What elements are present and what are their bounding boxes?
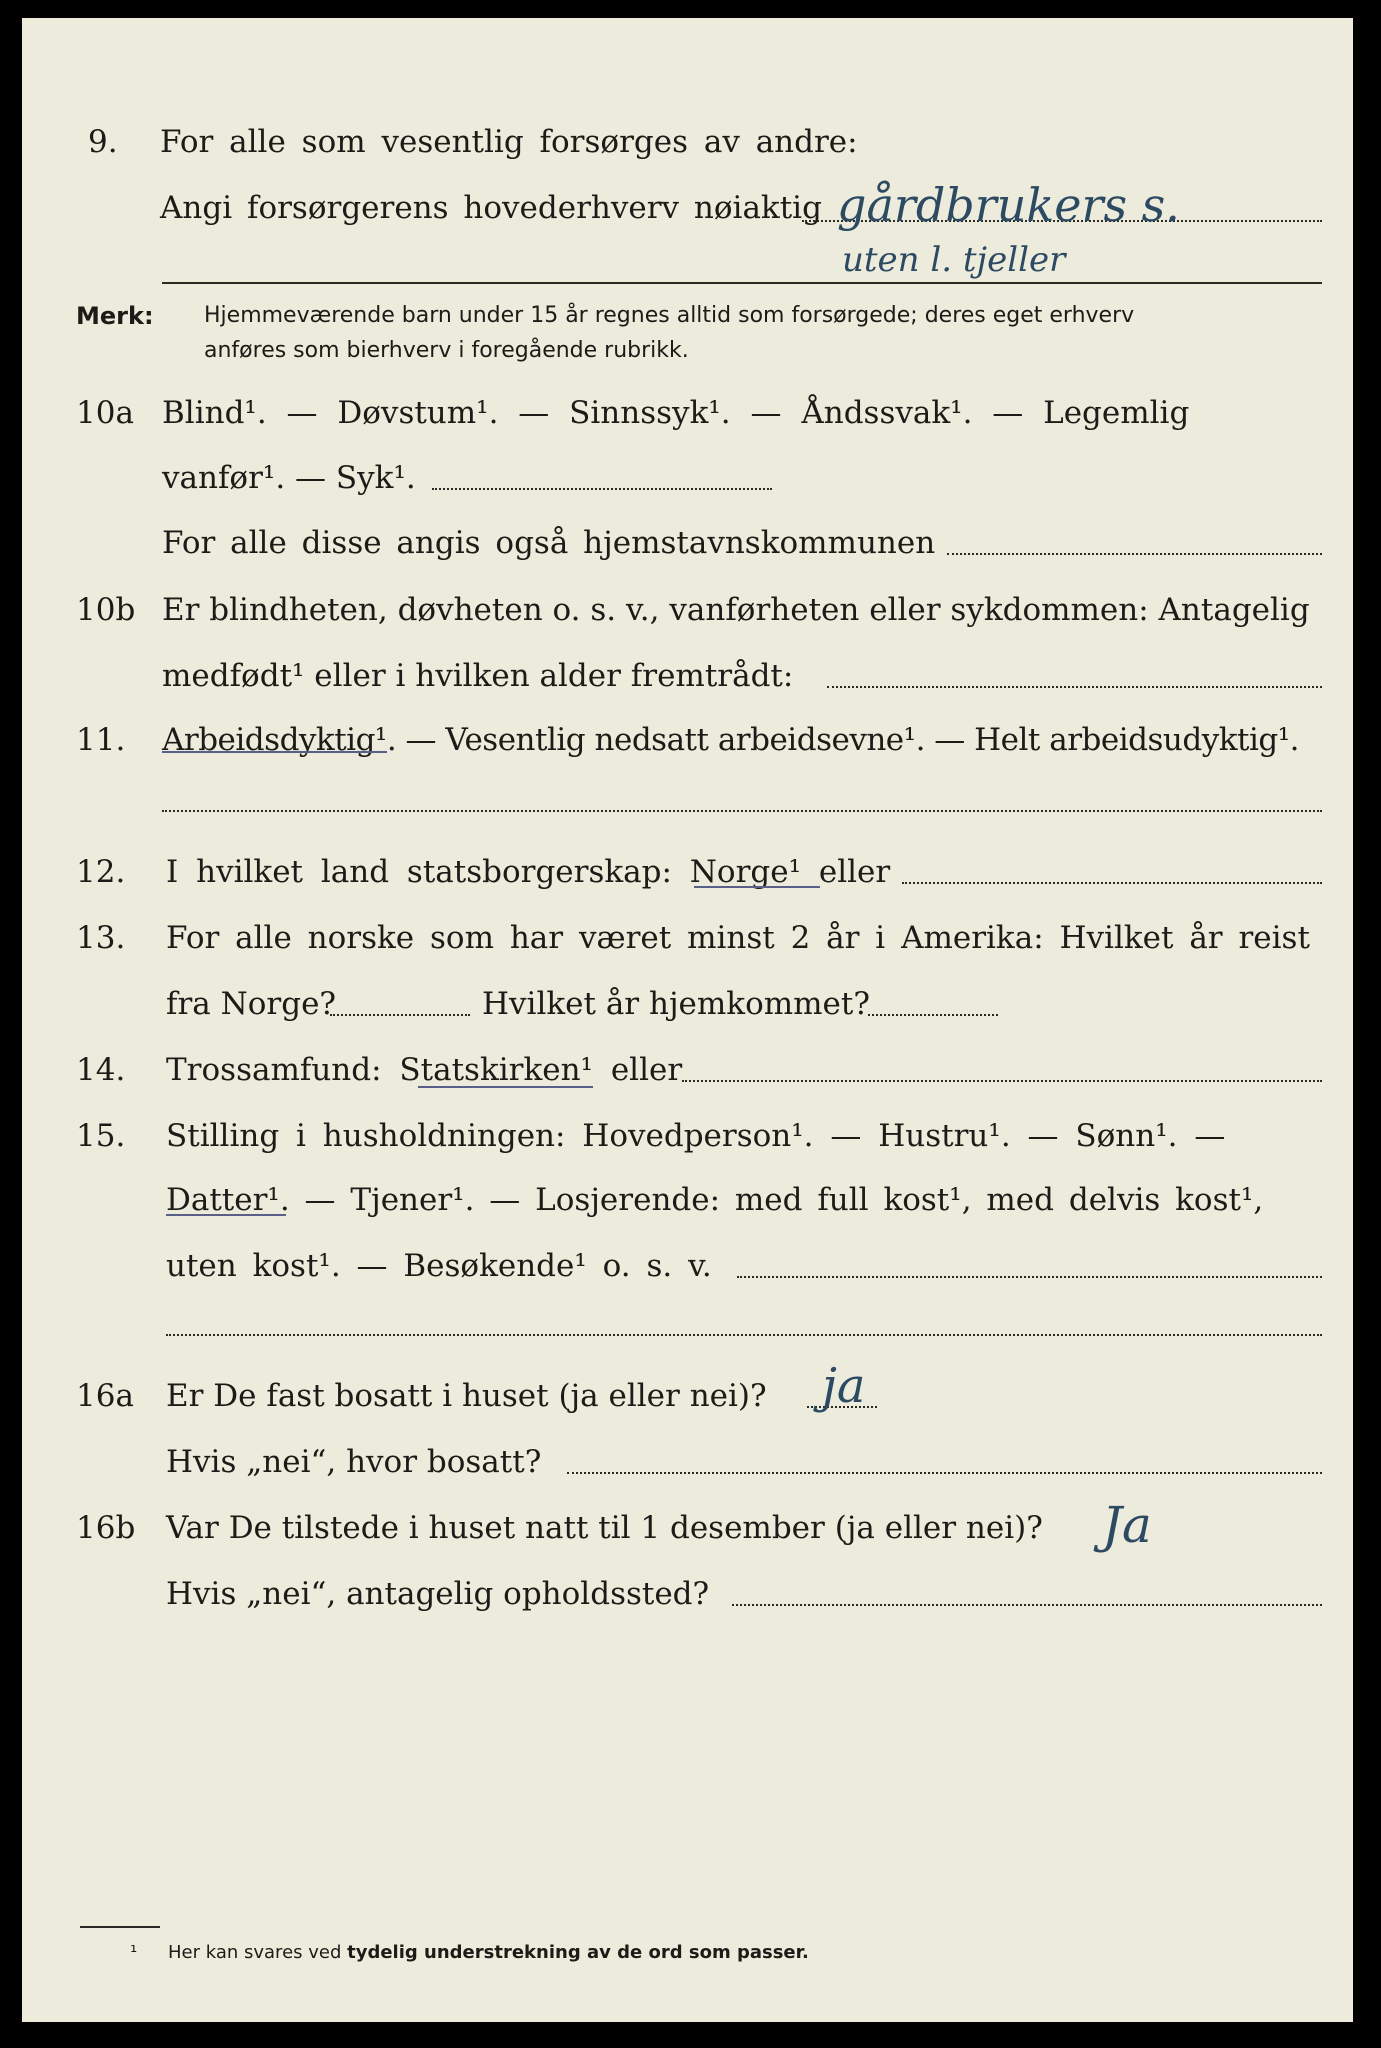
merk-line2: anføres som bierhverv i foregående rubrikk. <box>204 338 689 363</box>
q10a-line1: Blind¹. — Døvstum¹. — Sinnssyk¹. — Åndssvak¹. — Legemlig <box>162 395 1190 431</box>
q15-underline-mark <box>166 1214 286 1216</box>
q11-number: 11. <box>76 722 126 758</box>
q12-line1: I hvilket land statsborgerskap: Norge¹ eller <box>166 854 891 890</box>
q9-handwritten-answer-cont: uten l. tjeller <box>842 240 1066 280</box>
q15-number: 15. <box>76 1118 126 1154</box>
q10a-line2: vanfør¹. — Syk¹. <box>162 460 416 496</box>
q15-dotted-line2 <box>166 1334 1322 1336</box>
q16b-handwritten-answer: Ja <box>1102 1496 1152 1554</box>
q13-number: 13. <box>76 920 126 956</box>
q11-underline-mark <box>162 751 387 753</box>
merk-label: Merk: <box>76 302 154 330</box>
q13-line2a: fra Norge? <box>166 986 337 1022</box>
q10a-dotted-line <box>432 488 772 490</box>
footnote-text-bold: tydelig understrekning av de ord som passer. <box>347 1942 809 1963</box>
q14-underline-mark <box>418 1086 593 1088</box>
q16b-number: 16b <box>76 1510 136 1546</box>
footnote-text-plain: Her kan svares ved <box>168 1942 342 1963</box>
q10b-dotted-line <box>827 686 1322 688</box>
q16a-line1: Er De fast bosatt i huset (ja eller nei)? <box>166 1378 767 1414</box>
q16a-dotted-line2 <box>567 1472 1322 1474</box>
q14-line1: Trossamfund: Statskirken¹ eller <box>166 1052 683 1088</box>
q10a-dotted-line2 <box>947 553 1322 555</box>
q13-line2b: Hvilket år hjemkommet? <box>482 986 870 1022</box>
q16a-line2: Hvis „nei“, hvor bosatt? <box>166 1444 542 1480</box>
census-form-page <box>22 18 1353 2022</box>
q16b-line2: Hvis „nei“, antagelig opholdssted? <box>166 1576 710 1612</box>
q14-number: 14. <box>76 1052 126 1088</box>
footnote-rule <box>80 1926 160 1928</box>
q15-dotted-line <box>737 1276 1322 1278</box>
q9-number: 9. <box>88 124 118 160</box>
footnote-text <box>168 1942 809 1963</box>
q13-dotted-line1 <box>330 1014 470 1016</box>
q15-line3: uten kost¹. — Besøkende¹ o. s. v. <box>166 1248 712 1284</box>
q16b-dotted-line <box>732 1604 1322 1606</box>
q12-underline-mark <box>694 886 820 888</box>
q9-handwritten-answer: gårdbrukers s. <box>837 178 1180 232</box>
q16a-number: 16a <box>76 1378 134 1414</box>
q14-dotted-line <box>682 1080 1322 1082</box>
q12-dotted-line <box>902 882 1322 884</box>
q10b-number: 10b <box>76 592 136 628</box>
q15-line2: Datter¹. — Tjener¹. — Losjerende: med full kost¹, med delvis kost¹, <box>166 1182 1264 1218</box>
merk-line1: Hjemmeværende barn under 15 år regnes alltid som forsørgede; deres eget erhverv <box>204 303 1135 328</box>
footnote-marker: ¹ <box>130 1942 138 1963</box>
q16a-handwritten-answer: ja <box>822 1358 866 1414</box>
q13-line1: For alle norske som har været minst 2 år i Amerika: Hvilket år reist <box>166 920 1310 956</box>
q10a-number: 10a <box>76 395 134 431</box>
q9-answer-line <box>162 282 1322 284</box>
q13-dotted-line2 <box>868 1014 998 1016</box>
q11-line1: Arbeidsdyktig¹. — Vesentlig nedsatt arbeidsevne¹. — Helt arbeidsudyktig¹. <box>162 722 1300 758</box>
q9-line2: Angi forsørgerens hovederhverv nøiaktig <box>160 190 822 226</box>
q15-line1: Stilling i husholdningen: Hovedperson¹. — Hustru¹. — Sønn¹. — <box>166 1118 1226 1154</box>
q10a-line3: For alle disse angis også hjemstavnskommunen <box>162 525 936 561</box>
q11-dotted-line <box>162 810 1322 812</box>
q12-number: 12. <box>76 854 126 890</box>
q16b-line1: Var De tilstede i huset natt til 1 desember (ja eller nei)? <box>166 1510 1043 1546</box>
q10b-line1: Er blindheten, døvheten o. s. v., vanførheten eller sykdommen: Antagelig <box>162 592 1310 628</box>
q9-line1: For alle som vesentlig forsørges av andre: <box>160 124 858 160</box>
q10b-line2: medfødt¹ eller i hvilken alder fremtrådt: <box>162 658 794 694</box>
